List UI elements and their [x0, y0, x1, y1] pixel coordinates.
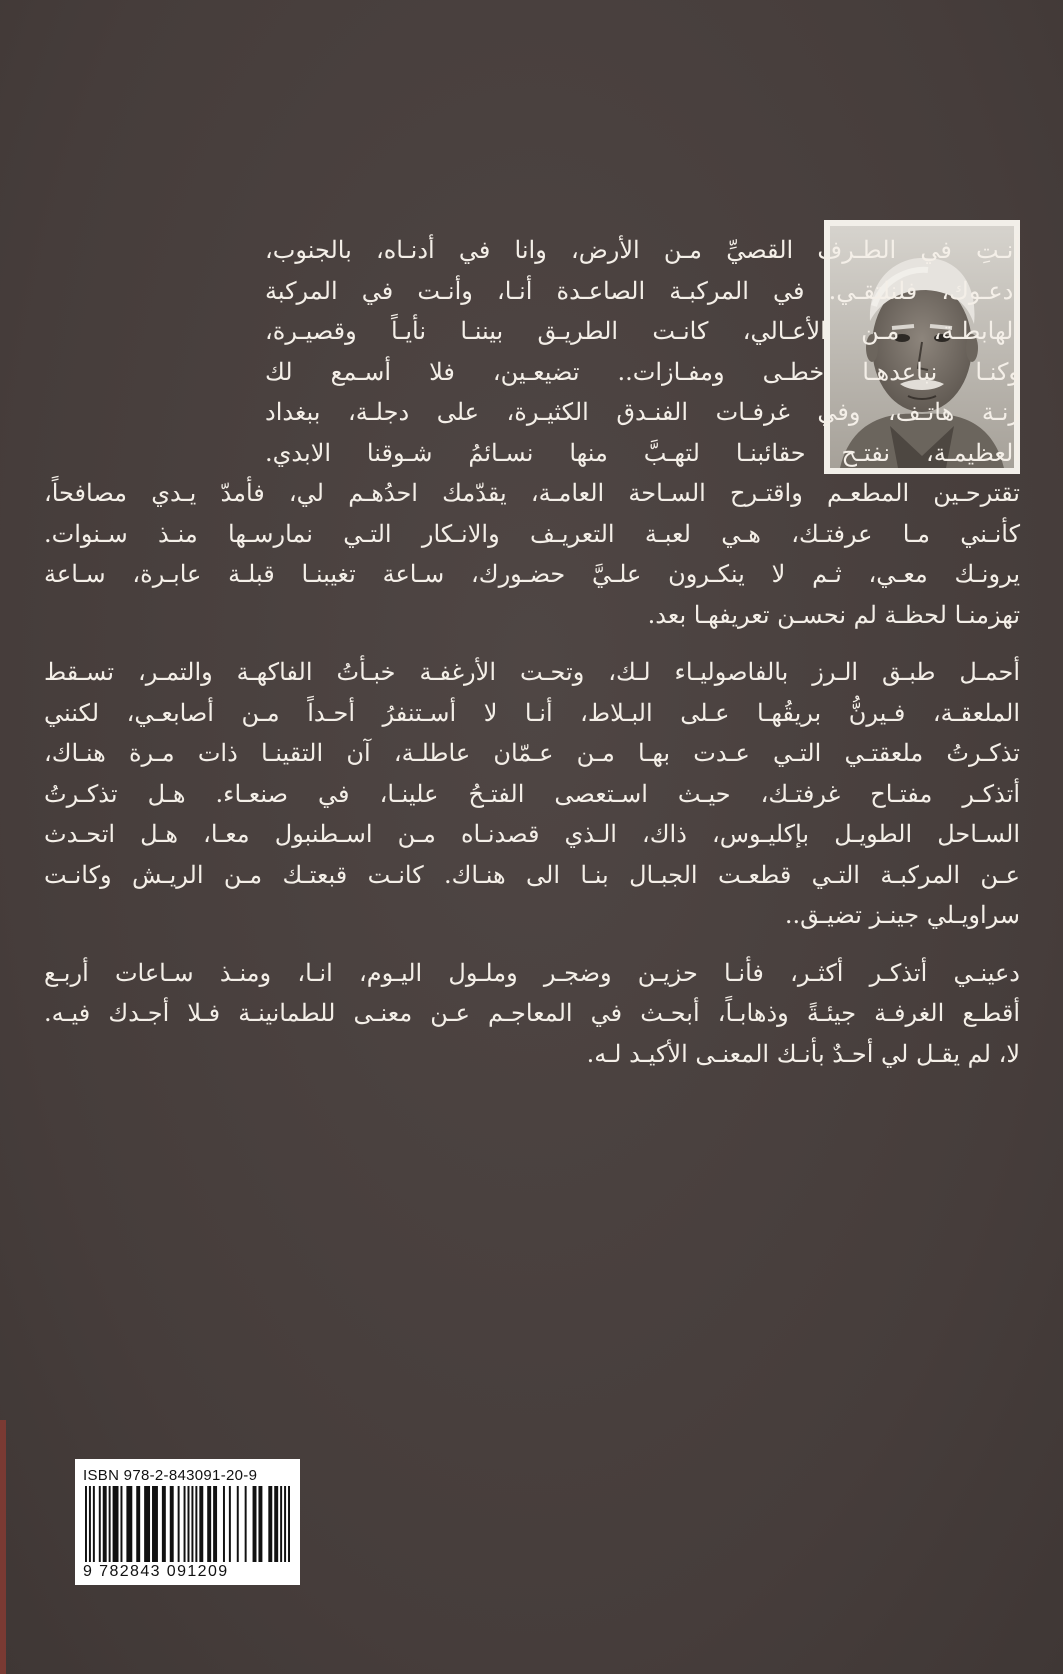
barcode-bar: [85, 1486, 87, 1562]
isbn-label: ISBN 978-2-843091-20-9: [83, 1467, 258, 1484]
text-line: أتذكـر مفتـاح غرفتـك، حيـث اسـتعصى الفتـحُ علينـا، في صنعـاء. هـل تذكـرتُ: [44, 779, 1021, 808]
text-line: عـن المركبـة التـي قطعـت الجبـال بنـا الى هنـاك. كانـت قبعتـك مـن الريـش وكانـت: [44, 860, 1020, 889]
text-line: السـاحل الطويـل بإكليـوس، ذاك، الـذي قصدنـاه مـن اسـطنبول معـا، هـل اتحـدث: [44, 820, 1020, 848]
text-line: العظيمـة، نفتـح حقائبنـا لتهـبَّ منها نسـائمُ شـوقنا الابدي.: [265, 438, 1020, 467]
barcode-bar: [274, 1486, 278, 1562]
text-line: الملعقـة، فـيرنُّ بريقُهـا عـلى البـلاط، أنـا لا أسـتنفرُ أحـداً مـن أصابعـي، لكنني: [44, 698, 1020, 727]
barcode-bar: [178, 1486, 180, 1562]
barcode-bar: [207, 1486, 211, 1562]
barcode-bar: [184, 1486, 186, 1562]
barcode-bar: [191, 1486, 193, 1562]
isbn-barcode: [75, 1459, 300, 1585]
text-line: أدعـوك، فلنلتقـي. في المركبـة الصاعـدة أنـا، وأنـت في المركبة: [265, 276, 1020, 305]
barcode-digits: 9 782843 091209: [83, 1563, 229, 1580]
paragraph-3: [44, 953, 1020, 1075]
blurb-text: [44, 230, 1020, 1074]
barcode-bar: [109, 1486, 111, 1562]
barcode-bar: [188, 1486, 190, 1562]
text-line: لا، لم يقـل لي أحـدٌ بأنـك المعنـى الأكيـد لـه.: [586, 1039, 1020, 1068]
barcode-bar: [162, 1486, 166, 1562]
barcode-bar: [268, 1486, 272, 1562]
barcode-bar: [284, 1486, 286, 1562]
text-line: يرونـك معـي، ثـم لا ينكـرون علـيَّ حضـورك، سـاعة تغيبنـا قبلـة عابـرة، سـاعة: [44, 560, 1021, 588]
barcode-bar: [237, 1486, 239, 1562]
barcode-bar: [288, 1486, 290, 1562]
barcode-bar: [152, 1486, 158, 1562]
text-line: أنـتِ في الطـرف القصيِّ مـن الأرض، وانا في أدنـاه، بالجنوب،: [265, 236, 1021, 264]
text-line: أحمـل طبـق الـرز بالفاصوليـاء لـك، وتحـت الأرغفـة خبـأتُ الفاكهـة والتمـر، تسـقط: [44, 658, 1021, 686]
barcode-bar: [253, 1486, 257, 1562]
spine-edge: [0, 1420, 6, 1674]
text-line: أقطـع الغرفـة جيئـةً وذهابـاً، أبحـث في المعاجـم عـن معنـى للطمانينـة فـلا أجـدك فيـه.: [44, 999, 1020, 1027]
barcode-bar: [103, 1486, 107, 1562]
barcode-bars: [83, 1486, 292, 1562]
barcode-bar: [120, 1486, 122, 1562]
barcode-bar: [136, 1486, 140, 1562]
text-line: كأنـني مـا عرفتـك، هـي لعبـة التعريـف والانـكار التـي نمارسـها منـذ سـنوات.: [44, 519, 1020, 548]
text-line: سراويـلي جينـز تضيـق..: [784, 901, 1020, 929]
barcode-bar: [195, 1486, 197, 1562]
barcode-bar: [93, 1486, 95, 1562]
barcode-bar: [229, 1486, 231, 1562]
text-line: وكنـا نباعدهـا خطـى ومفـازات.. تضيعـين، فلا أسـمع لك: [265, 357, 1020, 386]
barcode-bar: [113, 1486, 119, 1562]
paragraph-2: [44, 652, 1020, 936]
text-line: الهابطـة، مـن الأعـالي، كانـت الطريـق بيننـا نأيـاً وقصيـرة،: [265, 317, 1020, 345]
paragraph-1: [44, 230, 1020, 635]
barcode-bar: [99, 1486, 101, 1562]
barcode-bar: [170, 1486, 174, 1562]
barcode-bar: [280, 1486, 282, 1562]
barcode-bar: [144, 1486, 150, 1562]
text-line: تذكـرتُ ملعقتـي التـي عـدت بهـا مـن عـمّان عاطلـة، آن التقينـا ذات مـرة هنـاك،: [44, 739, 1020, 767]
text-line: تهزمنـا لحظـة لم نحسـن تعريفهـا بعد.: [647, 600, 1020, 629]
barcode-bar: [223, 1486, 225, 1562]
barcode-bar: [126, 1486, 132, 1562]
barcode-bar: [245, 1486, 247, 1562]
barcode-bar: [258, 1486, 262, 1562]
text-line: دعينـي أتذكـر أكثـر، فأنـا حزيـن وضجـر وملـول اليـوم، انـا، ومنـذ سـاعات أربـع: [44, 958, 1020, 987]
text-line: تقترحـين المطعـم واقتـرح السـاحة العامـة، يقدّمك احدُهـم لي، فأمدّ يـدي مصافحاً،: [44, 479, 1020, 507]
barcode-bar: [89, 1486, 91, 1562]
barcode-bar: [213, 1486, 217, 1562]
text-line: رنـة هاتـف، وفي غرفـات الفنـدق الكثيـرة، على دجلـة، ببغداد: [265, 398, 1020, 426]
barcode-bar: [199, 1486, 203, 1562]
